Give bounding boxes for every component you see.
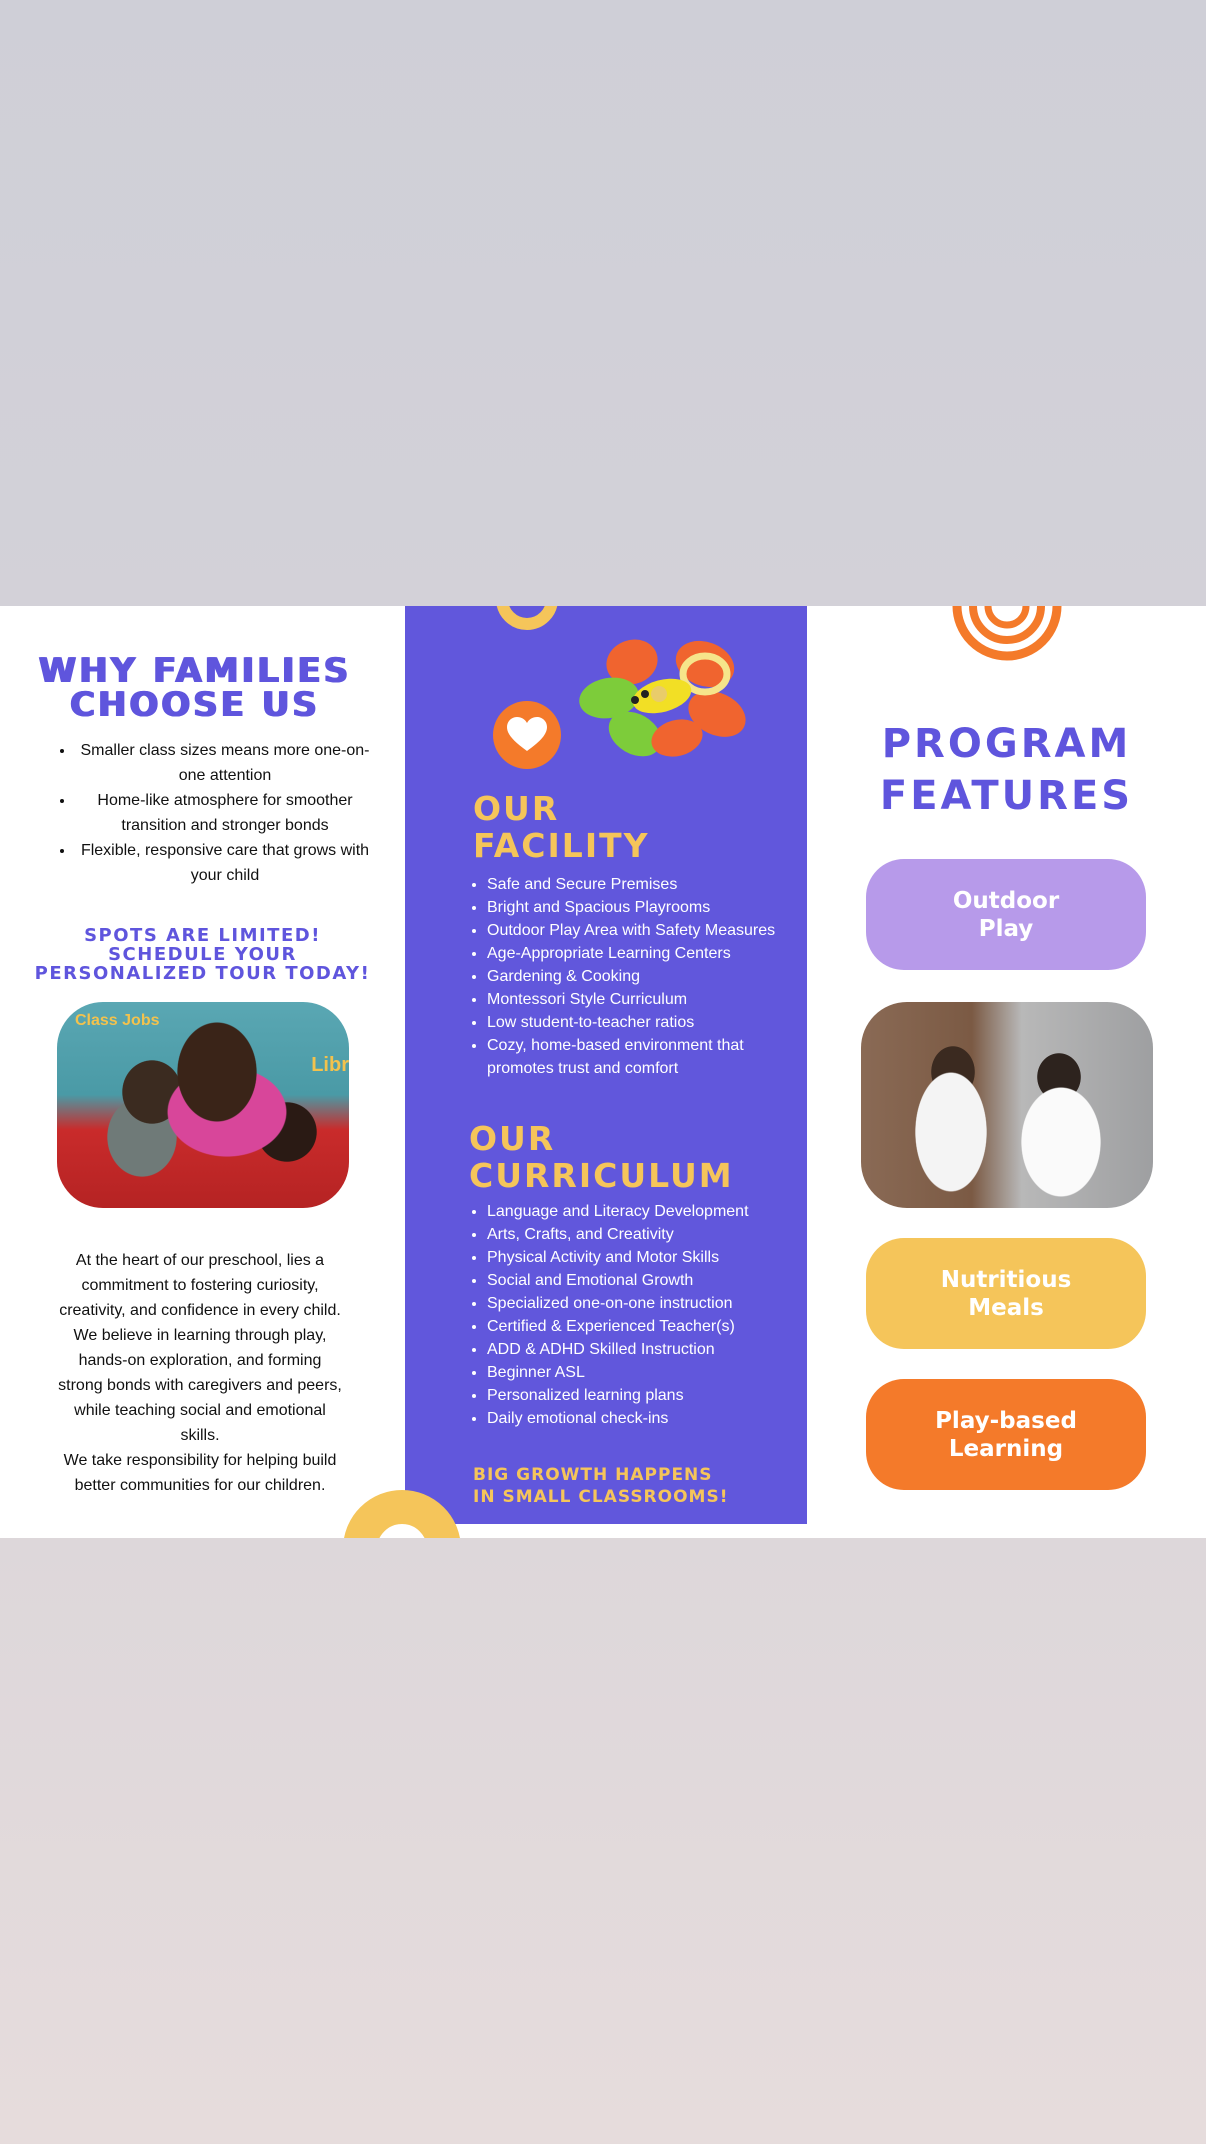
why-heading-line2: CHOOSE US	[70, 685, 320, 725]
photo-sign-right: Libr	[311, 1054, 349, 1076]
about-paragraph: At the heart of our preschool, lies a commitment to fostering curiosity, creativity, and confidence in every child. We believe in learning through play, hands-on exploration, and forming strong bonds with caregivers and peers, while teaching social and emotional skills.	[58, 1252, 342, 1444]
facility-curriculum-panel	[405, 606, 807, 1524]
cta-line1: SPOTS ARE LIMITED!	[84, 925, 321, 946]
list-item: • Cozy, home-based environment that promotes trust and comfort	[487, 1034, 787, 1080]
brochure-page	[0, 606, 1206, 1538]
list-item: • Safe and Secure Premises	[487, 873, 787, 896]
classroom-photo	[57, 1002, 349, 1208]
program-features-panel	[807, 606, 1206, 1538]
list-item: • Certified & Experienced Teacher(s)	[487, 1315, 792, 1338]
yellow-ring-decoration	[496, 606, 558, 630]
about-closing: We take responsibility for helping build better communities for our children.	[63, 1452, 337, 1494]
list-item: • Personalized learning plans	[487, 1384, 792, 1407]
list-item: • Daily emotional check-ins	[487, 1407, 792, 1430]
feature-label: Outdoor Play	[952, 887, 1060, 942]
photo-sign-left: Class Jobs	[75, 1012, 160, 1029]
list-item: • Gardening & Cooking	[487, 965, 787, 988]
butterfly-toy-icon	[577, 634, 752, 764]
reasons-list	[55, 738, 375, 888]
list-item: • Home-like atmosphere for smoother transition and stronger bonds	[75, 788, 375, 838]
feature-label: Play-based Learning	[935, 1407, 1077, 1462]
list-item: • Age-Appropriate Learning Centers	[487, 942, 787, 965]
about-text	[55, 1248, 345, 1498]
program-heading-line2: FEATURES	[879, 773, 1134, 819]
tagline-line2: IN SMALL CLASSROOMS!	[473, 1487, 729, 1507]
list-item: • Arts, Crafts, and Creativity	[487, 1223, 792, 1246]
list-item: • Bright and Spacious Playrooms	[487, 896, 787, 919]
facility-heading-line2: FACILITY	[473, 826, 650, 865]
target-rings-icon	[951, 606, 1063, 662]
curriculum-list	[468, 1200, 792, 1430]
heart-icon	[493, 701, 561, 769]
facility-list	[468, 873, 787, 1080]
list-item: • Social and Emotional Growth	[487, 1269, 792, 1292]
why-families-panel	[0, 606, 405, 1538]
growth-tagline	[473, 1464, 793, 1508]
list-item: • Low student-to-teacher ratios	[487, 1011, 787, 1034]
outdoor-play-photo	[861, 1002, 1153, 1208]
tagline-line1: BIG GROWTH HAPPENS	[473, 1465, 713, 1485]
facility-heading-line1: OUR	[473, 789, 560, 828]
program-features-heading	[807, 718, 1206, 822]
list-item: • Outdoor Play Area with Safety Measures	[487, 919, 787, 942]
curriculum-heading-line1: OUR	[469, 1119, 556, 1158]
list-item: • ADD & ADHD Skilled Instruction	[487, 1338, 792, 1361]
list-item: • Language and Literacy Development	[487, 1200, 792, 1223]
list-item: • Beginner ASL	[487, 1361, 792, 1384]
list-item: • Specialized one-on-one instruction	[487, 1292, 792, 1315]
program-heading-line1: PROGRAM	[881, 721, 1132, 767]
feature-nutritious-meals	[866, 1238, 1146, 1349]
feature-play-based-learning	[866, 1379, 1146, 1490]
feature-outdoor-play	[866, 859, 1146, 970]
list-item: • Montessori Style Curriculum	[487, 988, 787, 1011]
facility-heading	[473, 790, 650, 864]
list-item: • Smaller class sizes means more one-on-one attention	[75, 738, 375, 788]
curriculum-heading	[469, 1120, 734, 1194]
curriculum-heading-line2: CURRICULUM	[469, 1156, 734, 1195]
feature-label: Nutritious Meals	[940, 1266, 1072, 1321]
why-families-heading	[0, 651, 390, 725]
why-heading-line1: WHY FAMILIES	[38, 651, 352, 691]
cta-line2: SCHEDULE YOUR	[108, 944, 297, 965]
list-item: • Physical Activity and Motor Skills	[487, 1246, 792, 1269]
cta-line3: PERSONALIZED TOUR TODAY!	[34, 963, 371, 984]
tour-call-to-action	[0, 926, 405, 983]
list-item: • Flexible, responsive care that grows with your child	[75, 838, 375, 888]
